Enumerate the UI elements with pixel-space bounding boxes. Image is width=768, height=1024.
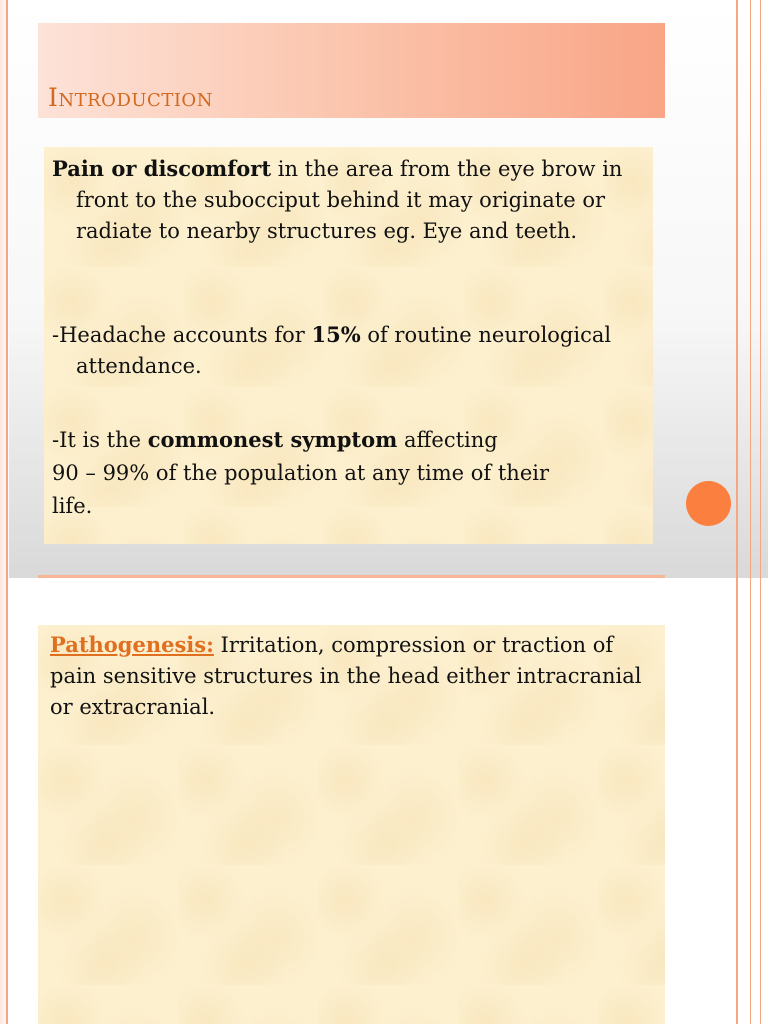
paragraph-definition: [52, 153, 676, 247]
slide-title: Introduction: [48, 83, 213, 112]
decor-line: [760, 0, 761, 578]
paragraph-life: life.: [52, 494, 93, 518]
content-box: [44, 147, 653, 544]
decor-line: [760, 578, 761, 1024]
bold-term: commonest symptom: [147, 427, 398, 452]
paragraph-population: 90 – 99% of the population at any time of their: [52, 461, 549, 485]
pathogenesis-label: Pathogenesis:: [50, 632, 214, 657]
paragraph-attendance: [52, 319, 676, 382]
content-box: [38, 625, 665, 1024]
paragraph-text: Irritation, compression or traction of pain sensitive structures in the head either intracranial or extracranial.: [50, 633, 642, 719]
slide-pathogenesis: [0, 578, 768, 1024]
paragraph-text: affecting: [397, 428, 498, 452]
decor-line: [6, 0, 8, 578]
paragraph-text: in the area from the eye brow in front to the subocciput behind it may originate or radiate to nearby structures eg. Eye and teeth.: [76, 157, 623, 243]
title-bar: [38, 23, 665, 118]
decor-line: [736, 578, 738, 1024]
orange-circle-icon: [686, 481, 731, 526]
decor-line: [750, 578, 751, 1024]
paragraph-pathogenesis: [50, 629, 660, 723]
paragraph-text: -Headache accounts for: [52, 323, 312, 347]
paragraph-text: of routine neurological attendance.: [76, 323, 612, 378]
decor-line: [750, 0, 751, 578]
decor-line: [736, 0, 738, 578]
bold-term: Pain or discomfort: [52, 156, 272, 181]
decor-line: [6, 578, 8, 1024]
paragraph-commonest: [52, 424, 652, 456]
bold-percent: 15%: [311, 322, 361, 347]
paragraph-text: -It is the: [52, 428, 148, 452]
